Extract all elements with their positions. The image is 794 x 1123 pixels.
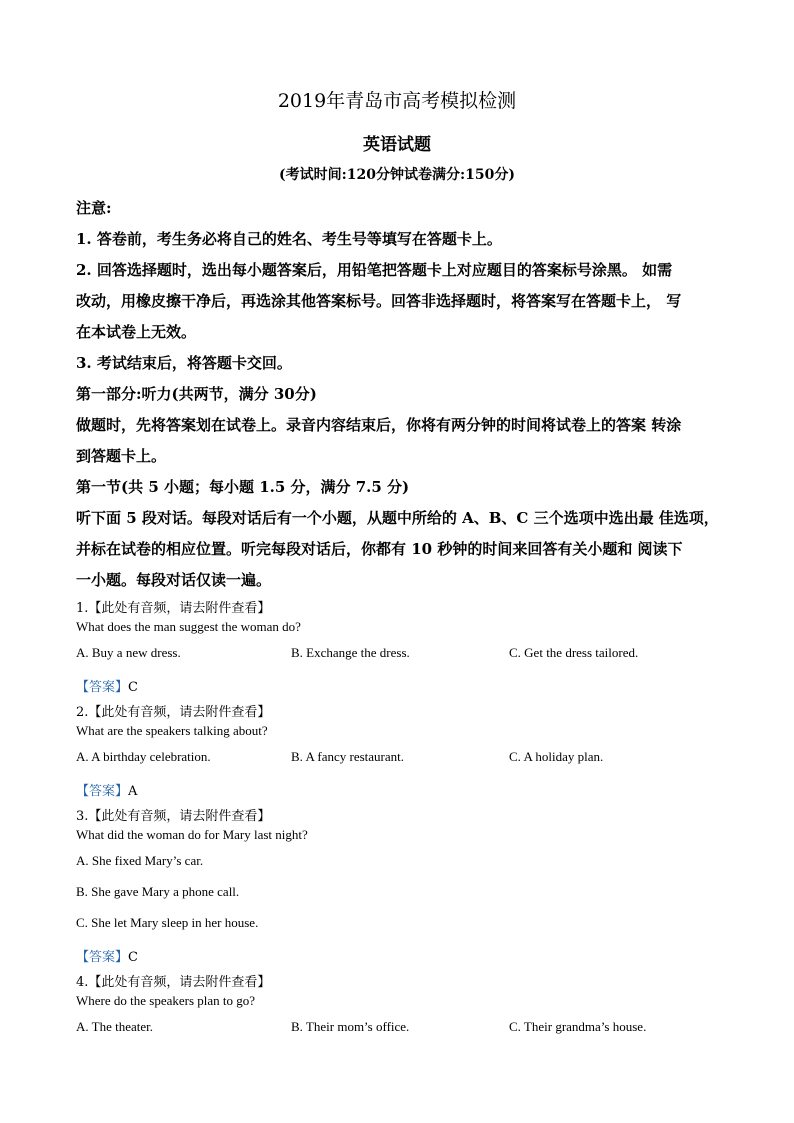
answer-label: 【答案】 xyxy=(76,784,129,799)
notice-item: 1. 答卷前，考生务必将自己的姓名、考生号等填写在答题卡上。 xyxy=(76,230,502,248)
answer-line xyxy=(76,946,138,965)
part1-instruction: 到答题卡上。 xyxy=(76,447,167,465)
answer-label: 【答案】 xyxy=(76,680,129,695)
part1-heading: 第一部分:听力(共两节，满分 30分) xyxy=(76,385,317,403)
option-a: A. Buy a new dress. xyxy=(76,645,181,660)
question-text: What does the man suggest the woman do? xyxy=(76,619,301,634)
answer-value: C xyxy=(128,950,138,965)
answer-value: C xyxy=(128,680,138,695)
question-text: Where do the speakers plan to go? xyxy=(76,993,256,1008)
notice-item: 3. 考试结束后，将答题卡交回。 xyxy=(76,354,292,372)
audio-note: 3.【此处有音频，请去附件查看】 xyxy=(76,809,271,824)
audio-note: 2.【此处有音频，请去附件查看】 xyxy=(76,705,271,720)
option-c: C. A holiday plan. xyxy=(509,749,604,764)
page-title: 2019年青岛市高考模拟检测 xyxy=(277,90,517,112)
section1-instruction: 并标在试卷的相应位置。听完每段对话后，你都有 10 秒钟的时间来回答有关小题和 阅读下 xyxy=(76,540,683,558)
audio-note: 4.【此处有音频，请去附件查看】 xyxy=(76,975,271,990)
option-b: B. Exchange the dress. xyxy=(291,645,410,660)
option-a: A. A birthday celebration. xyxy=(76,749,211,764)
option-c: C. She let Mary sleep in her house. xyxy=(76,915,259,930)
answer-line xyxy=(76,676,138,695)
section1-instruction: 一小题。每段对话仅读一遍。 xyxy=(76,571,272,589)
notice-label: 注意: xyxy=(76,199,112,217)
option-a: A. The theater. xyxy=(76,1019,154,1034)
page-subtitle: 英语试题 xyxy=(363,135,431,155)
question-text: What did the woman do for Mary last night? xyxy=(76,827,308,842)
option-b: B. She gave Mary a phone call. xyxy=(76,884,240,899)
option-b: B. Their mom’s office. xyxy=(291,1019,410,1034)
section1-heading: 第一节(共 5 小题；每小题 1.5 分，满分 7.5 分) xyxy=(76,478,410,496)
question-text: What are the speakers talking about? xyxy=(76,723,268,738)
audio-note: 1.【此处有音频，请去附件查看】 xyxy=(76,601,271,616)
part1-instruction: 做题时，先将答案划在试卷上。录音内容结束后，你将有两分钟的时间将试卷上的答案 转涂 xyxy=(76,416,682,434)
section1-instruction: 听下面 5 段对话。每段对话后有一个小题，从题中所给的 A、B、C 三个选项中选出最 佳选项， xyxy=(76,509,719,527)
notice-item: 改动，用橡皮擦干净后，再选涂其他答案标号。回答非选择题时，将答案写在答题卡上， 写 xyxy=(76,292,682,310)
answer-line xyxy=(76,780,137,799)
option-c: C. Their grandma’s house. xyxy=(509,1019,647,1034)
exam-time-note: (考试时间:120分钟试卷满分:150分) xyxy=(278,167,516,183)
option-c: C. Get the dress tailored. xyxy=(509,645,639,660)
option-b: B. A fancy restaurant. xyxy=(291,749,404,764)
notice-item: 2. 回答选择题时，选出每小题答案后，用铅笔把答题卡上对应题目的答案标号涂黑。 如需 xyxy=(76,261,673,279)
answer-value: A xyxy=(128,784,138,799)
notice-item: 在本试卷上无效。 xyxy=(76,323,197,341)
answer-label: 【答案】 xyxy=(76,950,129,965)
option-a: A. She fixed Mary’s car. xyxy=(76,853,204,868)
